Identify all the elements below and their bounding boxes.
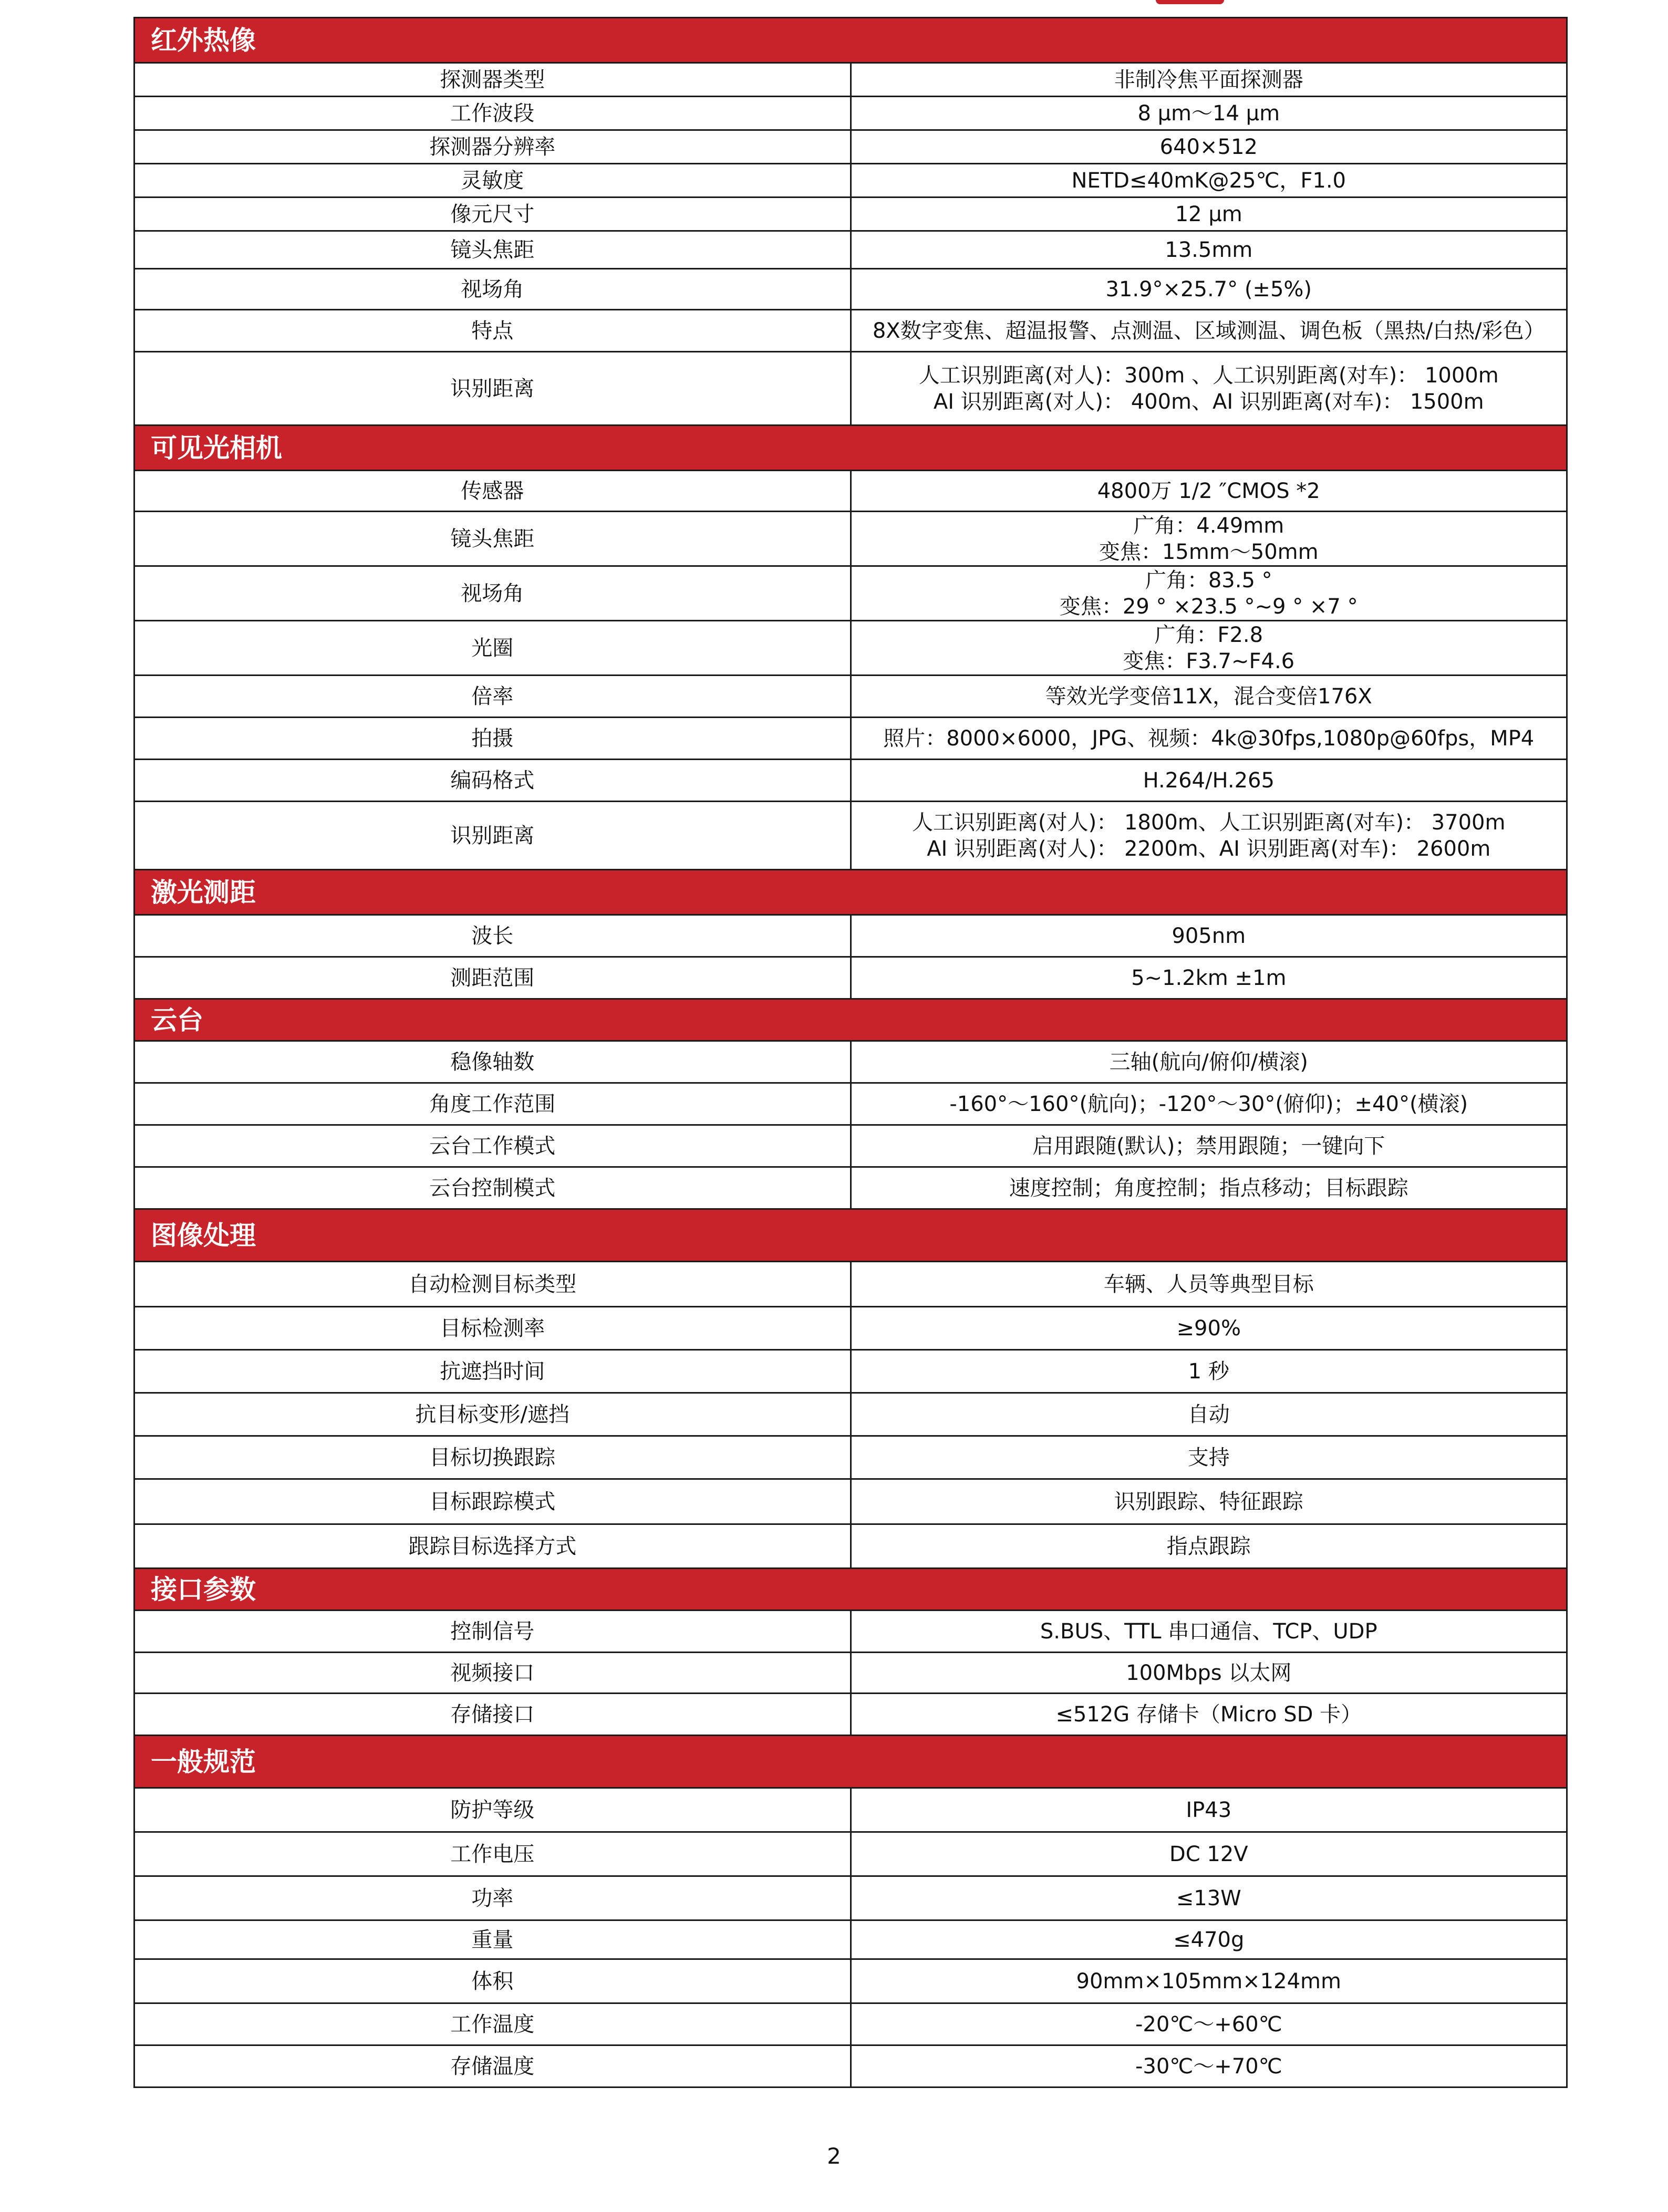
spec-value-line: IP43 bbox=[1186, 1798, 1232, 1822]
spec-label: 波长 bbox=[134, 915, 851, 957]
spec-row bbox=[134, 1876, 1567, 1920]
spec-row bbox=[134, 1393, 1567, 1436]
section-header bbox=[134, 425, 1567, 471]
spec-value bbox=[851, 352, 1567, 425]
spec-row bbox=[134, 512, 1567, 566]
spec-value-line: ≤470g bbox=[1173, 1927, 1245, 1952]
spec-row bbox=[134, 1524, 1567, 1569]
spec-row bbox=[134, 2003, 1567, 2045]
spec-value bbox=[851, 2003, 1567, 2045]
spec-value-line: S.BUS、TTL 串口通信、TCP、UDP bbox=[1040, 1619, 1377, 1644]
spec-row bbox=[134, 269, 1567, 310]
spec-value-line: ≥90% bbox=[1176, 1316, 1241, 1341]
spec-value-line: 5~1.2km ±1m bbox=[1131, 965, 1287, 990]
spec-value bbox=[851, 1788, 1567, 1832]
spec-value-line: 三轴(航向/俯仰/横滚) bbox=[1109, 1050, 1308, 1074]
spec-value-line: 90mm×105mm×124mm bbox=[1076, 1969, 1341, 1993]
spec-value bbox=[851, 1653, 1567, 1694]
spec-value-line: 广角：4.49mm bbox=[1133, 513, 1284, 538]
spec-row bbox=[134, 1694, 1567, 1736]
spec-label: 自动检测目标类型 bbox=[134, 1262, 851, 1307]
section-title: 图像处理 bbox=[134, 1209, 1567, 1262]
spec-value-line: 车辆、人员等典型目标 bbox=[1103, 1272, 1314, 1296]
spec-value-line: 4800万 1/2 ″CMOS *2 bbox=[1097, 479, 1320, 503]
spec-value bbox=[851, 1694, 1567, 1736]
spec-value-line: AI 识别距离(对人)： 2200m、AI 识别距离(对车)： 2600m bbox=[927, 836, 1491, 861]
spec-value bbox=[851, 1041, 1567, 1083]
spec-value bbox=[851, 1479, 1567, 1524]
spec-label: 存储温度 bbox=[134, 2045, 851, 2088]
section-header bbox=[134, 1736, 1567, 1788]
spec-value-line: 自动 bbox=[1187, 1402, 1230, 1427]
spec-row bbox=[134, 1479, 1567, 1524]
spec-value bbox=[851, 915, 1567, 957]
spec-value bbox=[851, 1393, 1567, 1436]
spec-label: 工作温度 bbox=[134, 2003, 851, 2045]
spec-value-line: -30℃～+70℃ bbox=[1135, 2054, 1282, 2079]
section-title: 可见光相机 bbox=[134, 425, 1567, 471]
spec-row bbox=[134, 915, 1567, 957]
spec-label: 灵敏度 bbox=[134, 164, 851, 198]
spec-label: 传感器 bbox=[134, 471, 851, 512]
spec-value-line: 8 μm～14 μm bbox=[1137, 101, 1280, 126]
spec-value-line: 100Mbps 以太网 bbox=[1126, 1660, 1292, 1685]
section-header bbox=[134, 1209, 1567, 1262]
brand-mark bbox=[1156, 0, 1224, 4]
spec-label: 工作波段 bbox=[134, 97, 851, 130]
spec-value-line: NETD≤40mK@25℃，F1.0 bbox=[1071, 168, 1346, 193]
spec-label: 工作电压 bbox=[134, 1832, 851, 1876]
spec-label: 编码格式 bbox=[134, 760, 851, 802]
spec-value-line: 启用跟随(默认)；禁用跟随；一键向下 bbox=[1032, 1134, 1385, 1158]
spec-value-line: 识别跟踪、特征跟踪 bbox=[1114, 1489, 1303, 1514]
spec-label: 角度工作范围 bbox=[134, 1083, 851, 1125]
spec-value-line: ≤512G 存储卡（Micro SD 卡） bbox=[1055, 1702, 1362, 1727]
spec-value bbox=[851, 957, 1567, 999]
spec-label: 识别距离 bbox=[134, 352, 851, 425]
spec-table-body bbox=[134, 18, 1567, 2088]
spec-value bbox=[851, 1832, 1567, 1876]
spec-value bbox=[851, 1876, 1567, 1920]
spec-row bbox=[134, 957, 1567, 999]
spec-value-line: ≤13W bbox=[1176, 1886, 1241, 1910]
spec-value-line: 31.9°×25.7° (±5%) bbox=[1105, 277, 1312, 302]
spec-value bbox=[851, 231, 1567, 269]
spec-row bbox=[134, 310, 1567, 352]
spec-value-line: 广角：F2.8 bbox=[1154, 622, 1263, 647]
spec-value bbox=[851, 1436, 1567, 1479]
spec-label: 视场角 bbox=[134, 566, 851, 621]
spec-value-line: 指点跟踪 bbox=[1166, 1534, 1251, 1559]
spec-row bbox=[134, 1125, 1567, 1167]
spec-row bbox=[134, 676, 1567, 718]
spec-value bbox=[851, 269, 1567, 310]
spec-value-line: 640×512 bbox=[1159, 134, 1258, 159]
spec-label: 镜头焦距 bbox=[134, 512, 851, 566]
section-header bbox=[134, 1569, 1567, 1611]
spec-value bbox=[851, 1524, 1567, 1569]
spec-value-line: DC 12V bbox=[1169, 1842, 1248, 1866]
section-title: 云台 bbox=[134, 999, 1567, 1041]
spec-row bbox=[134, 621, 1567, 676]
spec-label: 目标跟踪模式 bbox=[134, 1479, 851, 1524]
spec-value bbox=[851, 566, 1567, 621]
spec-value-line: 等效光学变倍11X，混合变倍176X bbox=[1045, 684, 1372, 709]
spec-row bbox=[134, 1167, 1567, 1209]
spec-value bbox=[851, 164, 1567, 198]
spec-value-line: 1 秒 bbox=[1188, 1359, 1229, 1384]
spec-label: 光圈 bbox=[134, 621, 851, 676]
spec-row bbox=[134, 1350, 1567, 1393]
spec-value bbox=[851, 1307, 1567, 1350]
spec-value bbox=[851, 1083, 1567, 1125]
spec-row bbox=[134, 1832, 1567, 1876]
spec-value-line: 12 μm bbox=[1175, 202, 1242, 226]
spec-value-line: 变焦：F3.7~F4.6 bbox=[1123, 649, 1295, 673]
spec-row bbox=[134, 130, 1567, 164]
spec-row bbox=[134, 760, 1567, 802]
spec-row bbox=[134, 1788, 1567, 1832]
spec-row bbox=[134, 164, 1567, 198]
spec-row bbox=[134, 1083, 1567, 1125]
spec-value bbox=[851, 621, 1567, 676]
spec-value-line: 支持 bbox=[1187, 1445, 1230, 1470]
spec-row bbox=[134, 1262, 1567, 1307]
spec-row bbox=[134, 1653, 1567, 1694]
spec-label: 跟踪目标选择方式 bbox=[134, 1524, 851, 1569]
spec-value bbox=[851, 1350, 1567, 1393]
spec-label: 抗遮挡时间 bbox=[134, 1350, 851, 1393]
spec-value-line: 非制冷焦平面探测器 bbox=[1114, 67, 1303, 92]
spec-value-line: 广角：83.5 ° bbox=[1145, 568, 1272, 593]
spec-value bbox=[851, 512, 1567, 566]
spec-label: 拍摄 bbox=[134, 718, 851, 760]
spec-row bbox=[134, 2045, 1567, 2088]
spec-row bbox=[134, 231, 1567, 269]
spec-label: 视频接口 bbox=[134, 1653, 851, 1694]
spec-row bbox=[134, 352, 1567, 425]
spec-value bbox=[851, 1167, 1567, 1209]
spec-value-line: 人工识别距离(对人)： 1800m、人工识别距离(对车)： 3700m bbox=[912, 810, 1506, 835]
spec-row bbox=[134, 63, 1567, 97]
spec-value-line: 13.5mm bbox=[1165, 237, 1253, 262]
spec-label: 镜头焦距 bbox=[134, 231, 851, 269]
section-title: 激光测距 bbox=[134, 870, 1567, 915]
spec-value-line: H.264/H.265 bbox=[1143, 768, 1275, 793]
spec-row bbox=[134, 1307, 1567, 1350]
spec-label: 防护等级 bbox=[134, 1788, 851, 1832]
spec-value-line: 人工识别距离(对人)：300m 、人工识别距离(对车)： 1000m bbox=[918, 363, 1499, 388]
spec-value-line: 照片：8000×6000，JPG、视频：4k@30fps,1080p@60fps，MP4 bbox=[883, 726, 1535, 751]
spec-row bbox=[134, 1920, 1567, 1959]
page-number: 2 bbox=[827, 2143, 841, 2169]
spec-value-line: 速度控制；角度控制；指点移动；目标跟踪 bbox=[1009, 1176, 1408, 1200]
spec-label: 像元尺寸 bbox=[134, 198, 851, 231]
spec-value-line: AI 识别距离(对人)： 400m、AI 识别距离(对车)： 1500m bbox=[933, 389, 1484, 414]
spec-row bbox=[134, 1959, 1567, 2003]
spec-value bbox=[851, 802, 1567, 870]
spec-value bbox=[851, 1611, 1567, 1653]
spec-row bbox=[134, 97, 1567, 130]
spec-label: 存储接口 bbox=[134, 1694, 851, 1736]
spec-value-line: 905nm bbox=[1172, 923, 1246, 948]
spec-label: 倍率 bbox=[134, 676, 851, 718]
spec-value-line: -20℃～+60℃ bbox=[1135, 2012, 1282, 2037]
spec-value bbox=[851, 63, 1567, 97]
spec-value bbox=[851, 1125, 1567, 1167]
spec-value-line: 变焦：29 ° ×23.5 °~9 ° ×7 ° bbox=[1059, 594, 1358, 619]
spec-value bbox=[851, 97, 1567, 130]
spec-value bbox=[851, 1959, 1567, 2003]
spec-label: 云台工作模式 bbox=[134, 1125, 851, 1167]
spec-row bbox=[134, 566, 1567, 621]
section-header bbox=[134, 999, 1567, 1041]
spec-label: 特点 bbox=[134, 310, 851, 352]
spec-value bbox=[851, 1262, 1567, 1307]
spec-value bbox=[851, 676, 1567, 718]
spec-value bbox=[851, 1920, 1567, 1959]
spec-value-line: 变焦：15mm～50mm bbox=[1099, 539, 1319, 564]
spec-row bbox=[134, 471, 1567, 512]
spec-label: 抗目标变形/遮挡 bbox=[134, 1393, 851, 1436]
spec-label: 测距范围 bbox=[134, 957, 851, 999]
spec-table bbox=[133, 17, 1568, 2088]
spec-row bbox=[134, 802, 1567, 870]
spec-label: 功率 bbox=[134, 1876, 851, 1920]
spec-value-line: 8X数字变焦、超温报警、点测温、区域测温、调色板（黑热/白热/彩色） bbox=[872, 318, 1545, 343]
section-header bbox=[134, 870, 1567, 915]
spec-label: 重量 bbox=[134, 1920, 851, 1959]
spec-label: 探测器类型 bbox=[134, 63, 851, 97]
section-title: 红外热像 bbox=[134, 18, 1567, 63]
spec-label: 探测器分辨率 bbox=[134, 130, 851, 164]
spec-value bbox=[851, 471, 1567, 512]
spec-row bbox=[134, 198, 1567, 231]
spec-label: 体积 bbox=[134, 1959, 851, 2003]
spec-row bbox=[134, 1611, 1567, 1653]
section-title: 接口参数 bbox=[134, 1569, 1567, 1611]
spec-label: 视场角 bbox=[134, 269, 851, 310]
spec-label: 稳像轴数 bbox=[134, 1041, 851, 1083]
spec-value bbox=[851, 198, 1567, 231]
spec-row bbox=[134, 718, 1567, 760]
spec-value bbox=[851, 310, 1567, 352]
spec-label: 云台控制模式 bbox=[134, 1167, 851, 1209]
spec-label: 识别距离 bbox=[134, 802, 851, 870]
spec-value bbox=[851, 130, 1567, 164]
spec-row bbox=[134, 1436, 1567, 1479]
spec-value bbox=[851, 760, 1567, 802]
spec-value bbox=[851, 2045, 1567, 2088]
spec-label: 目标检测率 bbox=[134, 1307, 851, 1350]
spec-label: 控制信号 bbox=[134, 1611, 851, 1653]
section-title: 一般规范 bbox=[134, 1736, 1567, 1788]
spec-value bbox=[851, 718, 1567, 760]
spec-row bbox=[134, 1041, 1567, 1083]
section-header bbox=[134, 18, 1567, 63]
spec-value-line: -160°～160°(航向)；-120°～30°(俯仰)；±40°(横滚) bbox=[949, 1092, 1468, 1116]
spec-label: 目标切换跟踪 bbox=[134, 1436, 851, 1479]
